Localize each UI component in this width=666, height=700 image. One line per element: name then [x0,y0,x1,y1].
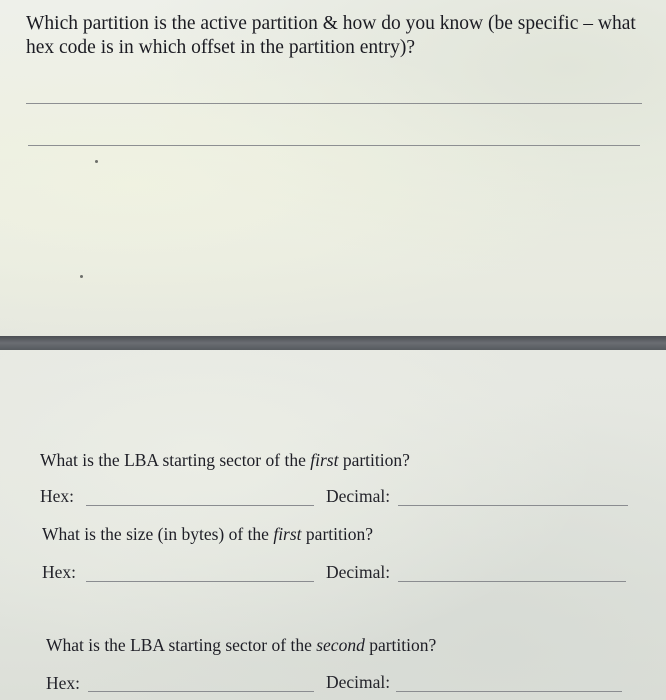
answer-line-1[interactable] [26,103,642,104]
pencil-mark [95,160,98,163]
question-lba-first-emphasis: first [310,450,339,470]
bottom-page [0,350,666,700]
question-lba-second [46,635,436,656]
decimal-label-1: Decimal: [326,486,391,506]
question-size-first-suffix: partition? [301,524,373,544]
question-size-first [42,524,373,545]
question-size-first-prefix: What is the size (in bytes) of the [42,524,274,544]
answer-line-2[interactable] [28,145,640,146]
page-divider [0,336,666,350]
hex-blank-1[interactable] [86,505,314,506]
hex-label-2: Hex: [42,562,77,582]
question-lba-second-suffix: partition? [364,635,437,655]
decimal-label-3: Decimal: [326,672,391,692]
question-lba-first-suffix: partition? [338,450,410,470]
hex-label-3: Hex: [46,673,81,693]
decimal-blank-2[interactable] [398,581,626,582]
question-lba-second-emphasis: second [316,635,365,655]
question-lba-first [40,450,410,471]
decimal-blank-3[interactable] [396,691,622,692]
hex-blank-2[interactable] [86,581,314,582]
hex-label-1: Hex: [40,486,75,506]
pencil-mark [80,275,83,278]
question-lba-second-prefix: What is the LBA starting sector of the [46,635,317,655]
decimal-blank-1[interactable] [398,505,628,506]
question-lba-first-prefix: What is the LBA starting sector of the [40,450,311,470]
question-size-first-emphasis: first [273,524,302,544]
top-page [0,0,666,336]
decimal-label-2: Decimal: [326,562,391,582]
active-partition-question: Which partition is the active partition & how do you know (be specific – what hex code is in which offset in the partition entry)? [26,13,636,58]
hex-blank-3[interactable] [88,691,314,692]
